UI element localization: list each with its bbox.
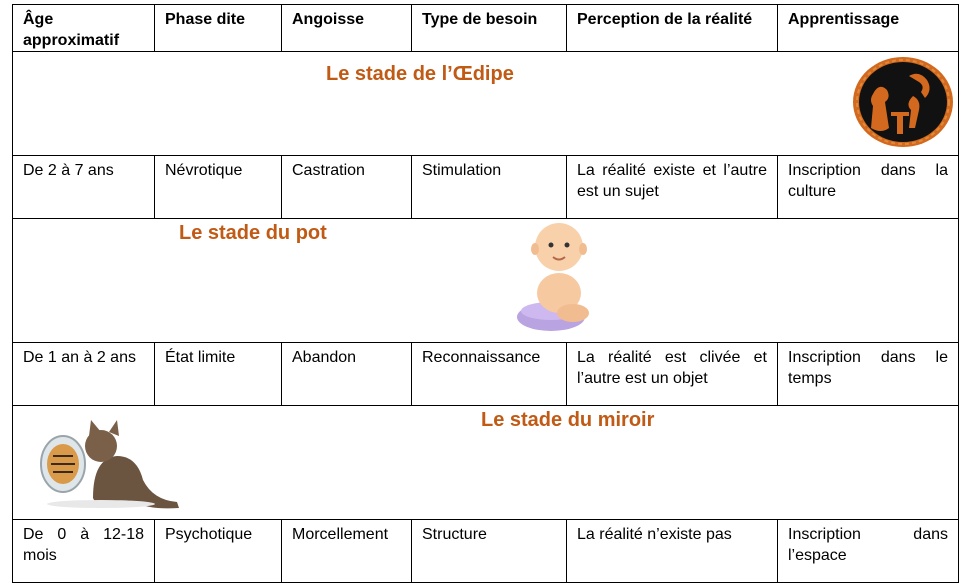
stage-banner-pot [13,219,959,343]
cell-apprentissage: Inscription dans le temps [778,343,959,406]
cell-perception: La réalité est clivée et l’autre est un objet [567,343,778,406]
stage-title-miroir: Le stade du miroir [481,409,655,431]
stages-table [12,4,959,583]
cell-besoin: Reconnaissance [412,343,567,406]
stage-banner-cell [13,52,959,156]
baby-on-potty-image [513,221,599,335]
table-row [13,520,959,583]
cell-angoisse: Abandon [282,343,412,406]
table-row [13,156,959,219]
cell-age: De 0 à 12-18 mois [13,520,155,583]
cell-phase: Psychotique [155,520,282,583]
header-row [13,5,959,52]
stage-title-pot: Le stade du pot [179,222,327,244]
header-angoisse: Angoisse [282,5,412,52]
cell-perception: La réalité existe et l’autre est un sujet [567,156,778,219]
cell-age: De 1 an à 2 ans [13,343,155,406]
stage-title-oedipe: Le stade de l’Œdipe [326,63,514,85]
stage-banner-cell [13,406,959,520]
stage-banner-cell [13,219,959,343]
cell-phase: État limite [155,343,282,406]
header-age: Âge approximatif [13,5,155,52]
header-perception-text: Perception de la réalité [577,11,753,28]
header-apprentissage: Apprentissage [778,5,959,52]
cell-apprentissage: Inscription dans la culture [778,156,959,219]
header-phase: Phase dite [155,5,282,52]
header-besoin: Type de besoin [412,5,567,52]
stage-banner-miroir [13,406,959,520]
cell-phase: Névrotique [155,156,282,219]
header-perception [567,5,778,52]
cell-angoisse: Castration [282,156,412,219]
cell-perception: La réalité n’existe pas [567,520,778,583]
cell-age: De 2 à 7 ans [13,156,155,219]
cell-apprentissage: Inscription dans l’espace [778,520,959,583]
stage-banner-oedipe [13,52,959,156]
cell-besoin: Structure [412,520,567,583]
cell-besoin: Stimulation [412,156,567,219]
kitten-mirror-tiger-image [39,420,181,510]
table-row [13,343,959,406]
greek-vase-oedipus-image [851,56,955,148]
cell-angoisse: Morcellement [282,520,412,583]
